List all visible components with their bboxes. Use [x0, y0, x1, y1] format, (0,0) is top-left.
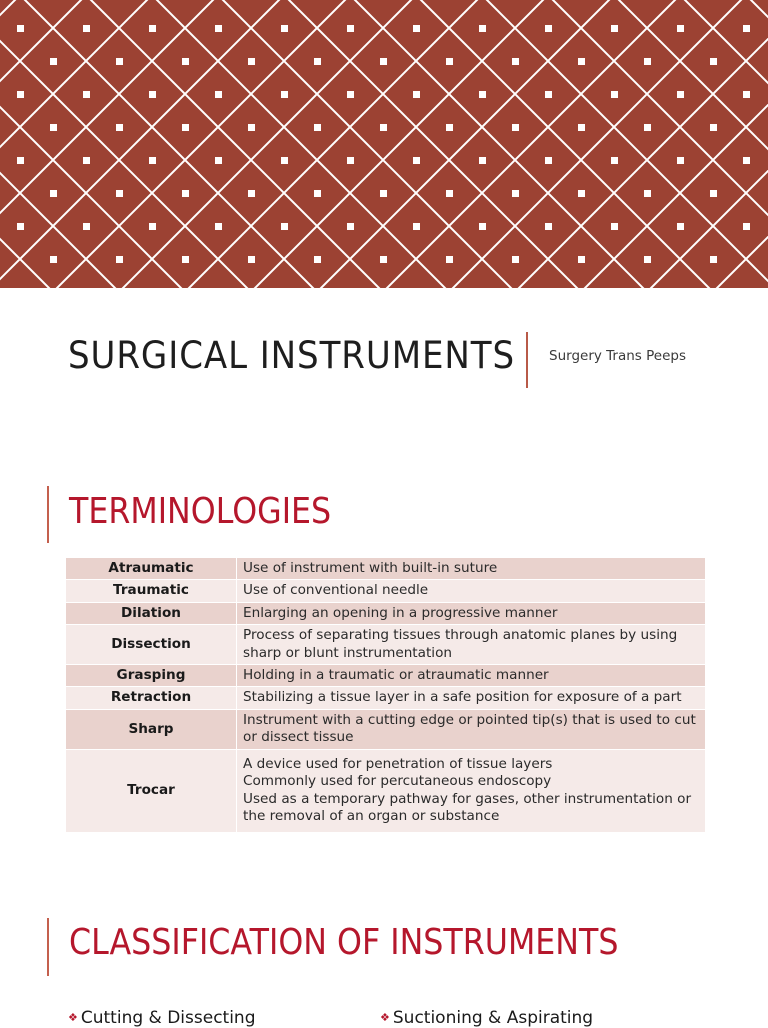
lattice-dot	[380, 190, 387, 197]
definition-cell	[237, 709, 706, 749]
terminology-row	[66, 602, 706, 624]
lattice-dot	[50, 190, 57, 197]
lattice-dot	[83, 223, 90, 230]
lattice-line	[346, 0, 768, 288]
definition-cell	[237, 580, 706, 602]
lattice-dot	[83, 91, 90, 98]
terminologies-accent-bar	[47, 486, 49, 543]
lattice-dot	[611, 223, 618, 230]
lattice-dot	[215, 157, 222, 164]
lattice-dot	[149, 25, 156, 32]
term-cell: Traumatic	[66, 580, 237, 602]
terminology-row	[66, 665, 706, 687]
definition-line: Process of separating tissues through anatomic planes by using	[243, 627, 678, 644]
lattice-dot	[710, 124, 717, 131]
lattice-dot	[182, 190, 189, 197]
presentation-subtitle: Surgery Trans Peeps	[549, 348, 686, 364]
lattice-dot	[17, 25, 24, 32]
lattice-line	[544, 0, 768, 288]
lattice-dot	[347, 223, 354, 230]
lattice-line	[0, 0, 90, 288]
lattice-dot	[314, 58, 321, 65]
lattice-dot	[644, 256, 651, 263]
definition-line: or dissect tissue	[243, 729, 354, 746]
lattice-dot	[83, 157, 90, 164]
lattice-line	[0, 0, 288, 288]
lattice-dot	[512, 124, 519, 131]
classification-item	[380, 1008, 593, 1028]
lattice-dot	[380, 124, 387, 131]
lattice-dot	[413, 25, 420, 32]
lattice-dot	[413, 157, 420, 164]
lattice-dot	[545, 157, 552, 164]
lattice-line	[0, 0, 750, 288]
lattice-dot	[644, 124, 651, 131]
classification-item-label: Suctioning & Aspirating	[392, 1008, 594, 1028]
lattice-dot	[215, 25, 222, 32]
lattice-dot	[446, 256, 453, 263]
lattice-line	[478, 0, 768, 288]
lattice-dot	[479, 25, 486, 32]
lattice-dot	[281, 91, 288, 98]
lattice-line	[0, 0, 90, 288]
terminology-row	[66, 625, 706, 665]
lattice-dot	[479, 223, 486, 230]
lattice-line	[16, 0, 768, 288]
classification-heading: CLASSIFICATION OF INSTRUMENTS	[69, 922, 619, 963]
lattice-dot	[17, 91, 24, 98]
lattice-line	[16, 0, 768, 288]
definition-line: Use of conventional needle	[243, 582, 429, 599]
lattice-dot	[347, 25, 354, 32]
title-divider	[526, 332, 528, 388]
lattice-dot	[710, 256, 717, 263]
lattice-line	[0, 0, 156, 288]
definition-cell	[237, 602, 706, 624]
lattice-dot	[248, 256, 255, 263]
terminology-row	[66, 687, 706, 709]
lattice-dot	[611, 91, 618, 98]
lattice-line	[0, 0, 420, 288]
lattice-dot	[347, 91, 354, 98]
term-cell: Dilation	[66, 602, 237, 624]
lattice-line	[0, 0, 618, 288]
definition-line: Used as a temporary pathway for gases, other instrumentation or	[243, 790, 692, 807]
lattice-dot	[446, 58, 453, 65]
lattice-dot	[17, 223, 24, 230]
lattice-dot	[281, 25, 288, 32]
lattice-dot	[545, 223, 552, 230]
lattice-dot	[281, 157, 288, 164]
lattice-dot	[281, 223, 288, 230]
definition-cell	[237, 558, 706, 580]
lattice-dot	[413, 91, 420, 98]
lattice-dot	[743, 91, 750, 98]
lattice-dot	[578, 256, 585, 263]
terminologies-heading: TERMINOLOGIES	[69, 491, 332, 532]
lattice-dot	[149, 157, 156, 164]
definition-line: Instrument with a cutting edge or pointed tip(s) that is used to cut	[243, 711, 696, 728]
lattice-dot	[182, 124, 189, 131]
terminology-table	[65, 557, 706, 833]
lattice-dot	[578, 58, 585, 65]
classification-item-label: Cutting & Dissecting	[80, 1008, 256, 1028]
lattice-dot	[83, 25, 90, 32]
lattice-dot	[116, 58, 123, 65]
definition-line: Stabilizing a tissue layer in a safe position for exposure of a part	[243, 689, 682, 706]
lattice-dot	[512, 256, 519, 263]
term-cell: Sharp	[66, 709, 237, 749]
lattice-pattern	[0, 0, 768, 288]
definition-cell	[237, 687, 706, 709]
lattice-line	[676, 0, 768, 288]
decorative-banner	[0, 0, 768, 288]
lattice-dot	[50, 124, 57, 131]
definition-line: Use of instrument with built-in suture	[243, 560, 498, 576]
lattice-dot	[50, 58, 57, 65]
lattice-dot	[677, 223, 684, 230]
lattice-dot	[116, 124, 123, 131]
lattice-dot	[611, 157, 618, 164]
lattice-dot	[644, 58, 651, 65]
lattice-dot	[677, 25, 684, 32]
definition-cell	[237, 625, 706, 665]
lattice-dot	[116, 190, 123, 197]
terminology-row	[66, 558, 706, 580]
diamond-bullet-icon: ❖	[68, 1011, 78, 1024]
lattice-dot	[182, 58, 189, 65]
lattice-dot	[248, 124, 255, 131]
classification-accent-bar	[47, 918, 49, 976]
lattice-dot	[347, 157, 354, 164]
lattice-line	[0, 0, 288, 288]
lattice-dot	[17, 157, 24, 164]
lattice-dot	[479, 91, 486, 98]
term-cell: Grasping	[66, 665, 237, 687]
terminology-row	[66, 709, 706, 749]
lattice-dot	[545, 25, 552, 32]
lattice-line	[0, 0, 618, 288]
definition-line: sharp or blunt instrumentation	[243, 644, 453, 661]
lattice-dot	[479, 157, 486, 164]
diamond-bullet-icon: ❖	[380, 1011, 390, 1024]
lattice-dot	[50, 256, 57, 263]
lattice-dot	[380, 58, 387, 65]
classification-item	[68, 1008, 256, 1028]
term-cell: Atraumatic	[66, 558, 237, 580]
lattice-dot	[413, 223, 420, 230]
lattice-dot	[710, 58, 717, 65]
lattice-line	[0, 0, 156, 288]
lattice-dot	[512, 190, 519, 197]
definition-line: Holding in a traumatic or atraumatic manner	[243, 667, 549, 684]
lattice-line	[346, 0, 768, 288]
definition-line: A device used for penetration of tissue layers	[243, 755, 553, 772]
definition-line: Commonly used for percutaneous endoscopy	[243, 773, 552, 790]
lattice-line	[0, 0, 750, 288]
lattice-line	[478, 0, 768, 288]
lattice-line	[0, 0, 420, 288]
lattice-line	[148, 0, 768, 288]
definition-line: Enlarging an opening in a progressive manner	[243, 604, 558, 621]
lattice-line	[610, 0, 768, 288]
term-cell: Dissection	[66, 625, 237, 665]
lattice-line	[148, 0, 768, 288]
lattice-dot	[248, 58, 255, 65]
lattice-dot	[314, 190, 321, 197]
lattice-dot	[149, 223, 156, 230]
lattice-line	[544, 0, 768, 288]
lattice-dot	[512, 58, 519, 65]
lattice-dot	[710, 190, 717, 197]
lattice-dot	[743, 157, 750, 164]
lattice-dot	[314, 256, 321, 263]
lattice-dot	[644, 190, 651, 197]
term-cell: Retraction	[66, 687, 237, 709]
lattice-dot	[611, 25, 618, 32]
lattice-dot	[545, 91, 552, 98]
lattice-dot	[578, 124, 585, 131]
lattice-dot	[743, 223, 750, 230]
lattice-dot	[446, 124, 453, 131]
lattice-dot	[182, 256, 189, 263]
definition-cell	[237, 665, 706, 687]
lattice-dot	[446, 190, 453, 197]
definition-cell	[237, 749, 706, 832]
lattice-dot	[380, 256, 387, 263]
lattice-dot	[314, 124, 321, 131]
lattice-line	[610, 0, 768, 288]
presentation-title: SURGICAL INSTRUMENTS	[68, 334, 516, 377]
lattice-dot	[116, 256, 123, 263]
lattice-dot	[677, 91, 684, 98]
lattice-dot	[215, 91, 222, 98]
lattice-dot	[677, 157, 684, 164]
term-cell: Trocar	[66, 749, 237, 832]
terminology-row	[66, 749, 706, 832]
lattice-line	[676, 0, 768, 288]
definition-line: the removal of an organ or substance	[243, 808, 500, 825]
terminology-row	[66, 580, 706, 602]
lattice-dot	[215, 223, 222, 230]
lattice-dot	[248, 190, 255, 197]
lattice-dot	[743, 25, 750, 32]
lattice-dot	[578, 190, 585, 197]
lattice-dot	[149, 91, 156, 98]
